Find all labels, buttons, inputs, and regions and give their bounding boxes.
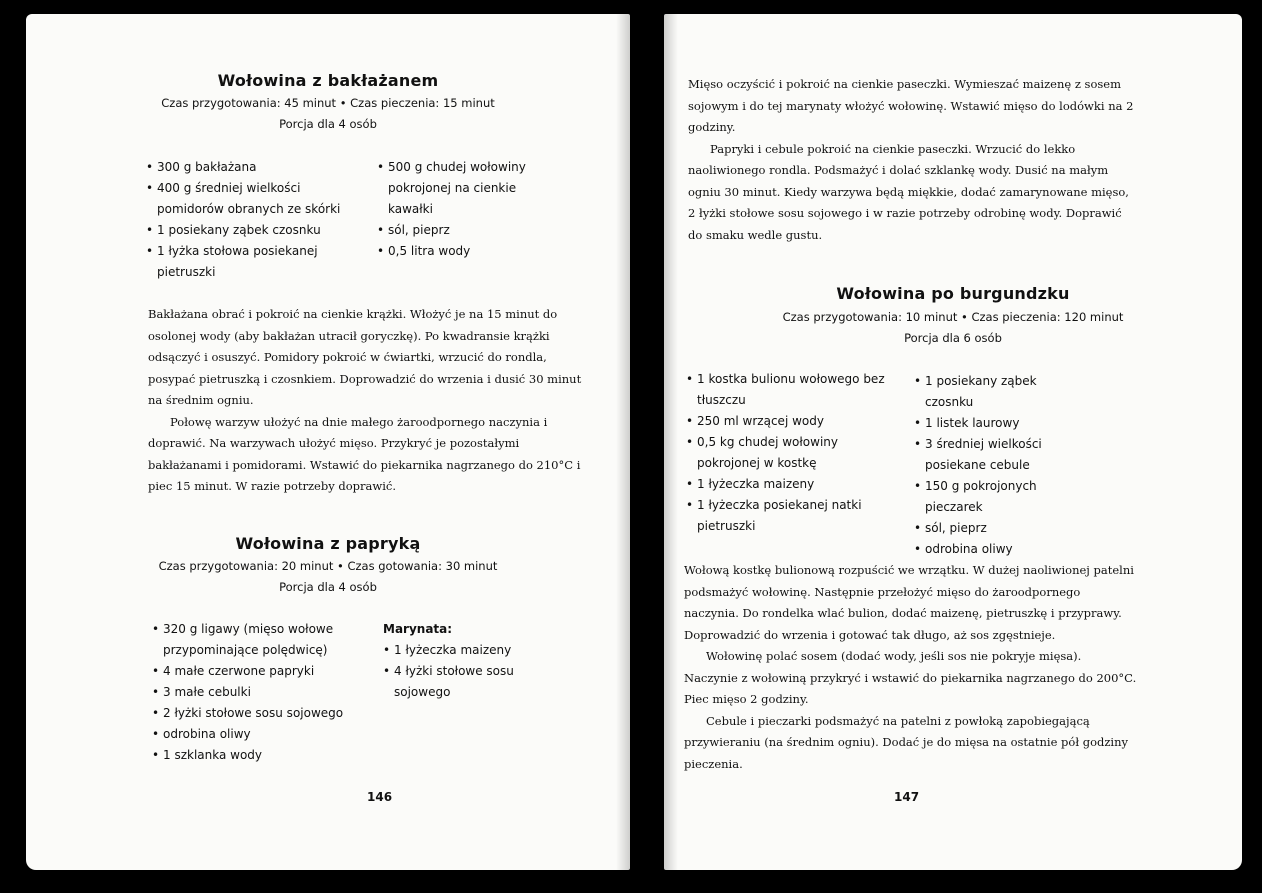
ingredient-item: • 3 małe cebulki xyxy=(152,682,367,703)
recipe-instructions xyxy=(148,304,596,498)
recipe-servings: Porcja dla 4 osób xyxy=(279,117,377,131)
ingredient-item: • 1 listek laurowy xyxy=(914,413,1084,434)
recipe-times: Czas przygotowania: 20 minut • Czas gotowania: 30 minut xyxy=(158,559,498,573)
ingredient-item: • 320 g ligawy (mięso wołowe przypominające polędwicę) xyxy=(152,619,367,661)
ingredient-item: • sól, pieprz xyxy=(914,518,1084,539)
ingredient-item: • 300 g bakłażana xyxy=(146,157,346,178)
ingredient-item: • 1 łyżka stołowa posiekanej pietruszki xyxy=(146,241,346,283)
recipe-instructions xyxy=(684,560,1138,775)
ingredient-item: • 250 ml wrzącej wody xyxy=(686,411,886,432)
instruction-paragraph: Połowę warzyw ułożyć na dnie małego żaroodpornego naczynia i doprawić. Na warzywach ułożyć mięso. Przykryć je pozostałymi bakłażanami i pomidorami. Wstawić do piekarnika nagrzanego do 210°C i piec 15 minut. W razie potrzeby doprawić. xyxy=(148,414,581,493)
instruction-paragraph: Papryki i cebule pokroić na cienkie paseczki. Wrzucić do lekko naoliwionego rondla. Podsmażyć i dolać szklankę wody. Dusić na małym ogniu 30 minut. Kiedy warzywa będą miękkie, dodać zamarynowane mięso, 2 łyżki stołowe sosu sojowego i w razie potrzeby odrobinę wody. Doprawić do smaku wedle gustu. xyxy=(688,141,1129,242)
left-page xyxy=(26,14,630,870)
ingredient-item: • sól, pieprz xyxy=(377,220,547,241)
recipe-title-eggplant: Wołowina z bakłażanem xyxy=(217,71,439,90)
recipe-instructions-continued xyxy=(688,74,1138,246)
ingredient-item: • 3 średniej wielkości posiekane cebule xyxy=(914,434,1084,476)
ingredient-item: • 1 szklanka wody xyxy=(152,745,367,766)
instruction-paragraph: Wołowinę polać sosem (dodać wody, jeśli sos nie pokryje mięsa). Naczynie z wołowiną przykryć i wstawić do piekarnika nagrzanego do 200°C. Piec mięso 2 godziny. xyxy=(684,649,1137,706)
recipe-servings: Porcja dla 4 osób xyxy=(279,580,377,594)
ingredient-item: • odrobina oliwy xyxy=(914,539,1084,560)
marinade-heading: Marynata: xyxy=(383,622,453,636)
gutter-shadow xyxy=(664,14,678,870)
instruction-paragraph: Mięso oczyścić i pokroić na cienkie paseczki. Wymieszać maizenę z sosem sojowym i do tej marynaty włożyć wołowinę. Wstawić mięso do lodówki na 2 godziny. xyxy=(688,77,1134,134)
ingredient-item: • 1 łyżeczka posiekanej natki pietruszki xyxy=(686,495,886,537)
ingredient-list xyxy=(152,619,367,766)
instruction-paragraph: Cebule i pieczarki podsmażyć na patelni z powłoką zapobiegającą przywieraniu (na średnim ogniu). Dodać je do mięsa na ostatnie pół godziny pieczenia. xyxy=(684,713,1129,771)
ingredient-item: • 1 łyżeczka maizeny xyxy=(686,474,886,495)
ingredient-item: • 0,5 kg chudej wołowiny pokrojonej w kostkę xyxy=(686,432,886,474)
ingredient-item: • 0,5 litra wody xyxy=(377,241,547,262)
ingredient-list xyxy=(377,157,547,262)
ingredient-item: • 2 łyżki stołowe sosu sojowego xyxy=(152,703,367,724)
gutter-shadow xyxy=(616,14,630,870)
ingredient-item: • 1 posiekany ząbek czosnku xyxy=(914,371,1084,413)
ingredient-item: • 1 łyżeczka maizeny xyxy=(383,640,543,661)
recipe-title-burgundy: Wołowina po burgundzku xyxy=(836,284,1070,303)
ingredient-list xyxy=(914,371,1084,560)
ingredient-item: • 4 łyżki stołowe sosu sojowego xyxy=(383,661,543,703)
ingredient-list xyxy=(686,369,886,537)
ingredient-item: • 1 kostka bulionu wołowego bez tłuszczu xyxy=(686,369,886,411)
ingredient-list xyxy=(146,157,346,283)
marinade-list xyxy=(383,619,543,703)
instruction-paragraph: Bakłażana obrać i pokroić na cienkie krążki. Włożyć je na 15 minut do osolonej wody (aby bakłażan utracił goryczkę). Po kwadransie krążki odsączyć i osuszyć. Pomidory pokroić w ćwiartki, wrzucić do rondla, posypać pietruszką i czosnkiem. Doprowadzić do wrzenia i dusić 30 minut na średnim ogniu. xyxy=(148,307,582,407)
page-number: 147 xyxy=(894,790,920,804)
right-page xyxy=(664,14,1242,870)
ingredient-item: • 500 g chudej wołowiny pokrojonej na cienkie kawałki xyxy=(377,157,547,220)
ingredient-item: • 4 małe czerwone papryki xyxy=(152,661,367,682)
recipe-times: Czas przygotowania: 45 minut • Czas pieczenia: 15 minut xyxy=(161,96,495,110)
recipe-title-pepper: Wołowina z papryką xyxy=(235,534,421,553)
ingredient-item: • odrobina oliwy xyxy=(152,724,367,745)
ingredient-item: • 400 g średniej wielkości pomidorów obranych ze skórki xyxy=(146,178,346,220)
ingredient-item: • 150 g pokrojonych pieczarek xyxy=(914,476,1084,518)
instruction-paragraph: Wołową kostkę bulionową rozpuścić we wrzątku. W dużej naoliwionej patelni podsmażyć wołowinę. Następnie przełożyć mięso do żaroodpornego naczynia. Do rondelka wlać bulion, dodać maizenę, pietruszkę i przyprawy. Doprowadzić do wrzenia i gotować tak długo, aż sos zgęstnieje. xyxy=(684,563,1134,642)
recipe-times: Czas przygotowania: 10 minut • Czas pieczenia: 120 minut xyxy=(782,310,1124,324)
page-number: 146 xyxy=(367,790,393,804)
recipe-servings: Porcja dla 6 osób xyxy=(904,331,1002,345)
ingredient-item: • 1 posiekany ząbek czosnku xyxy=(146,220,346,241)
